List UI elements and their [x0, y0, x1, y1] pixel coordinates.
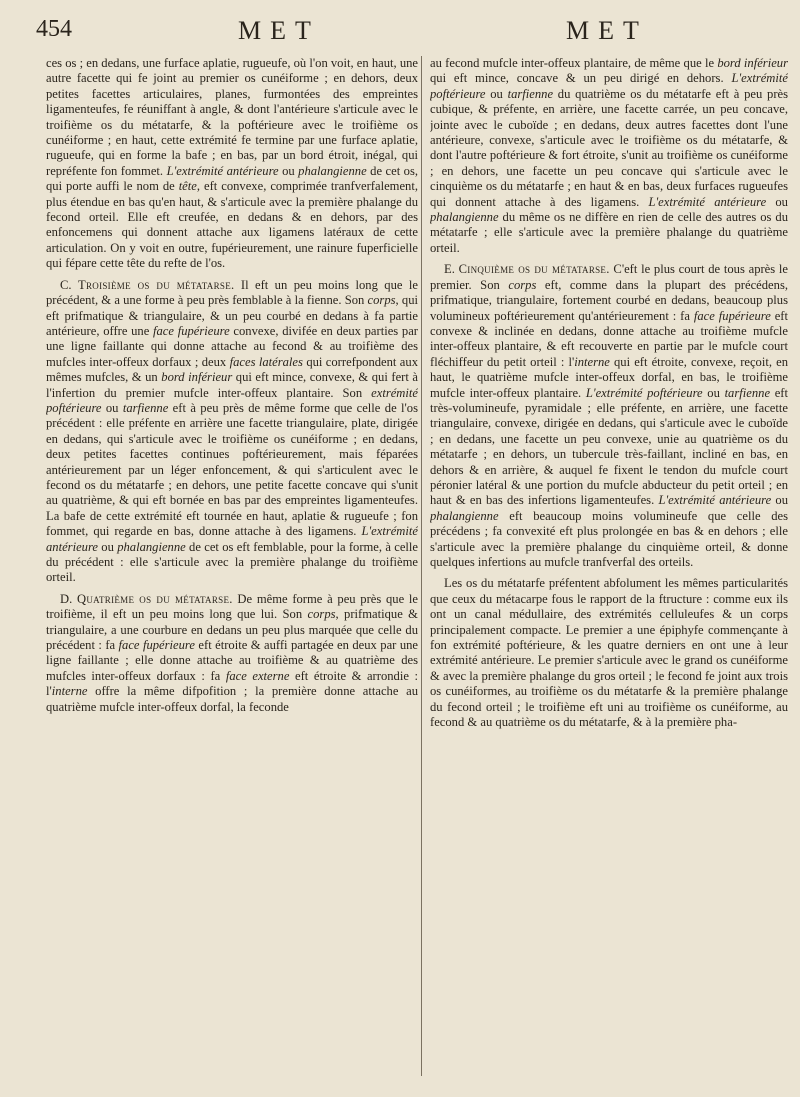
text-run: qui correfpondent aux mêmes mufcles, & un [46, 354, 418, 385]
text-run: eft étroite & arrondie : l' [46, 668, 418, 699]
italic-term: face fupérieure [153, 323, 230, 338]
italic-term: interne [51, 684, 88, 699]
section-heading: Quatrième os du métatarse. [76, 591, 233, 606]
section-d [46, 592, 418, 715]
italic-term: L'extrémité antérieure [166, 163, 279, 178]
running-head-right: MET [566, 16, 648, 45]
italic-term: corps [508, 277, 537, 292]
text-run: ou [278, 163, 299, 178]
italic-term: tête [178, 179, 197, 194]
text-run: eft très-volumineufe, pyramidale ; elle préfente, en arrière, une facette triangulaire, convexe, dirigée en dedans, qui s'articule avec le cuboïde ; en dedans, une facette un peu convexe, unie au quatrième os du métatarfe ; en dehors, un tubercule très-faillant, incliné en bas, en dehors & en arrière, & auquel fe fixent le tendon du mufcle court péronier latéral & une portion du mufcle abducteur du petit orteil ; en haut & en bas des infertions ligamenteufes. [430, 385, 788, 508]
italic-term: tarfienne [507, 86, 554, 101]
paragraph-fourth-metatarsal-cont [430, 56, 788, 256]
text-run: eft, comme dans la plupart des précédens, prifmatique, triangulaire, fortement courbé en dedans, beaucoup plus volumineux poftérieurement qu'antérieurement : fa [430, 277, 788, 323]
text-run: ou [98, 539, 118, 554]
text-run: qui eft mince, convexe, & qui fert à l'infertion du premier mufcle inter-offeux plantaire. Son [46, 370, 418, 400]
page-header [0, 14, 800, 50]
italic-term: tarfienne [122, 400, 169, 415]
italic-term: L'extrémité antérieure [46, 524, 418, 554]
text-run: ou [485, 86, 508, 101]
text-run: au fecond mufcle inter-offeux plantaire, de même que le [430, 56, 718, 70]
text-run: de cet os, qui porte auffi le nom de [46, 163, 418, 194]
text-run: ou [771, 493, 788, 508]
text-run: De même forme à peu près que le troifième, il eft un peu moins long que lui. Son [46, 591, 418, 622]
text-run: ou [101, 400, 123, 415]
text-run: , qui eft prifmatique & triangulaire, & un peu courbé en dedans à fa partie antérieure, offre une [46, 293, 418, 338]
italic-term: extrémité poftérieure [46, 385, 418, 415]
italic-term: phalangienne [430, 508, 499, 523]
section-e [430, 262, 788, 570]
text-run: , prifmatique & triangulaire, a une courbure en dedans un peu plus marquée que celle du précédent : fa [46, 607, 418, 653]
text-run: Il eft un peu moins long que le précédent, & a une forme à peu près femblable à la fienne. Son [46, 277, 418, 308]
column-divider [421, 56, 422, 1076]
italic-term: phalangienne [117, 539, 186, 554]
text-run: eft étroite & auffi partagée en deux par une ligne faillante ; elle donne attache au troifième & au quatrième des mufcles inter-offeux dorfaux : fa [46, 638, 418, 683]
text-run: convexe, divifée en deux parties par une ligne faillante qui donne attache au fecond & au troifième des mufcles inter-offeux dorfaux ; deux [46, 323, 418, 369]
text-run: eft convexe & inclinée en dedans, donne attache au troifième mufcle inter-offeux plantaire, & eft recouverte en partie par le mufcle court fléchiffeur du petit orteil : l' [430, 308, 788, 369]
text-run: ou [702, 385, 725, 400]
text-run: offre la même difpofition ; la première donne attache au quatrième mufcle inter-offeux dorfal, la feconde [46, 684, 418, 714]
text-run: du quatrième os du métatarfe eft à peu près cubique, & préfente, en arrière, une facette carrée, un peu concave, jointe avec le cuboïde ; en dedans, deux autres facettes dont l'une antérieure, convexe, s'articule avec le troifième os du métatarfe, & dont l'autre poftérieure & fort étroite, s'unit au troifième os cunéiforme ; en dehors, une facette un peu concave qui s'articule avec le cinquième os du métatarfe ; en haut & en bas, deux furfaces rugueufes qui donnent attache à des ligamens. [430, 86, 788, 209]
section-c [46, 278, 418, 586]
section-label: C. [60, 277, 72, 292]
italic-term: tarfienne [724, 385, 771, 400]
italic-term: bord inférieur [161, 370, 233, 385]
italic-term: bord inférieur [717, 56, 788, 70]
section-label: E. [444, 262, 455, 277]
text-run: Les os du métatarfe préfentent abfolument les mêmes particularités que ceux du métacarpe fous le rapport de la ftructure : comme eux ils ont un canal médullaire, des extrémités celluleufes & un corps principalement compacte. Le premier a une épiphyfe commençante à fon extrémité poftérieure, & les quatre derniers en ont une à leur extrémité antérieure. Le premier s'articule avec le grand os cunéiforme & avec la première phalange du gros orteil ; le fecond fe joint aux trois os cunéiformes, au troifième os du métatarfe & la première phalange du fecond orteil ; le troifième eft uni au troifième os cunéiforme, au fecond & au quatrième os du métatarfe, & à la première pha- [430, 576, 788, 730]
italic-term: L'extrémité antérieure [648, 194, 767, 209]
text-run: eft beaucoup moins volumineufe que celle des précédens ; fa convexité eft plus prolongée en bas & en dehors ; elle s'articule avec la première phalange du cinquième orteil, & donne quelques infertions au mufcle tranfverfal des orteils. [430, 508, 788, 569]
text-run: ces os ; en dedans, une furface aplatie, rugueufe, où l'on voit, en haut, une autre facette qui fe joint au premier os cunéiforme ; en dehors, deux petites facettes articulaires, planes, furmontées des empreintes ligamenteufes, fe réuniffant à angle, & dont l'antérieure s'articule avec le troifième os du métatarfe, & la poftérieure avec le troifième os cunéiforme ; en haut, cette extrémité fe termine par une furface aplatie, rugueufe, qui en forme la bafe ; en bas, par un bord étroit, inégal, qui repréfente fon fommet. [46, 56, 418, 178]
page-number: 454 [36, 16, 72, 42]
text-run: ou [766, 194, 788, 209]
section-label: D. [60, 591, 73, 606]
text-run: eft à peu près de même forme que celle de l'os précédent : elle préfente en arrière une facette triangulaire, plate, dirigée en dedans, qui s'articule avec le troifième os cunéiforme ; en dedans, deux petites facettes continues poftérieurement, mais féparées antérieurement par un léger enfoncement, & qui s'articulent avec le fecond os du métatarfe ; en dehors, une petite facette concave qui s'unit au quatrième, & qui eft bornée en bas par des empreintes ligamenteufes. La bafe de cette extrémité eft tournée en haut, aplatie & rugueufe ; fon fommet, qui regarde en bas, donne attache à des ligamens. [46, 400, 418, 539]
text-run: du même os ne diffère en rien de celle des autres os du métatarfe ; elle s'articule avec la première phalange du quatrième orteil. [430, 210, 788, 255]
italic-term: L'extrémité poftérieure [430, 71, 788, 101]
italic-term: L'extrémité poftérieure [585, 385, 703, 400]
italic-term: corps [367, 293, 396, 308]
right-column [430, 56, 788, 1086]
paragraph-second-metatarsal [46, 56, 418, 272]
text-run: , eft convexe, comprimée tranfverfalement, plus étendue en bas qu'en haut, & s'articule avec la première phalange du fecond orteil. Elle eft creufée, en dedans & en dehors, par des enfoncemens qui donnent attache aux ligamens latéraux de cette articulation. On y voit en outre, fupérieurement, une rainure fuperficielle qui fépare cette tête du refte de l'os. [46, 179, 418, 271]
paragraph-structure [430, 576, 788, 730]
text-run: qui eft étroite, convexe, reçoit, en haut, le quatrième mufcle inter-offeux dorfal, en bas, le troifième mufcle inter-offeux plantaire. [430, 354, 788, 400]
text-run: qui eft mince, concave & un peu dirigé en dehors. [430, 71, 732, 86]
left-column [46, 56, 418, 1086]
section-heading: Troisième os du métatarse. [77, 277, 235, 292]
italic-term: face fupérieure [118, 638, 195, 653]
italic-term: corps [307, 607, 336, 622]
italic-term: phalangienne [298, 163, 367, 178]
italic-term: face fupérieure [693, 308, 771, 323]
text-run: de cet os eft femblable, pour la forme, à celle du précédent : elle s'articule avec la première phalange du troifième orteil. [46, 539, 418, 585]
text-run: C'eft le plus court de tous après le premier. Son [430, 262, 788, 292]
italic-term: phalangienne [430, 210, 499, 225]
section-heading: Cinquième os du métatarse. [458, 262, 610, 277]
italic-term: interne [574, 354, 610, 369]
running-head-left: MET [238, 16, 320, 45]
italic-term: L'extrémité antérieure [658, 493, 772, 508]
italic-term: faces latérales [229, 354, 303, 369]
italic-term: face externe [225, 668, 290, 683]
